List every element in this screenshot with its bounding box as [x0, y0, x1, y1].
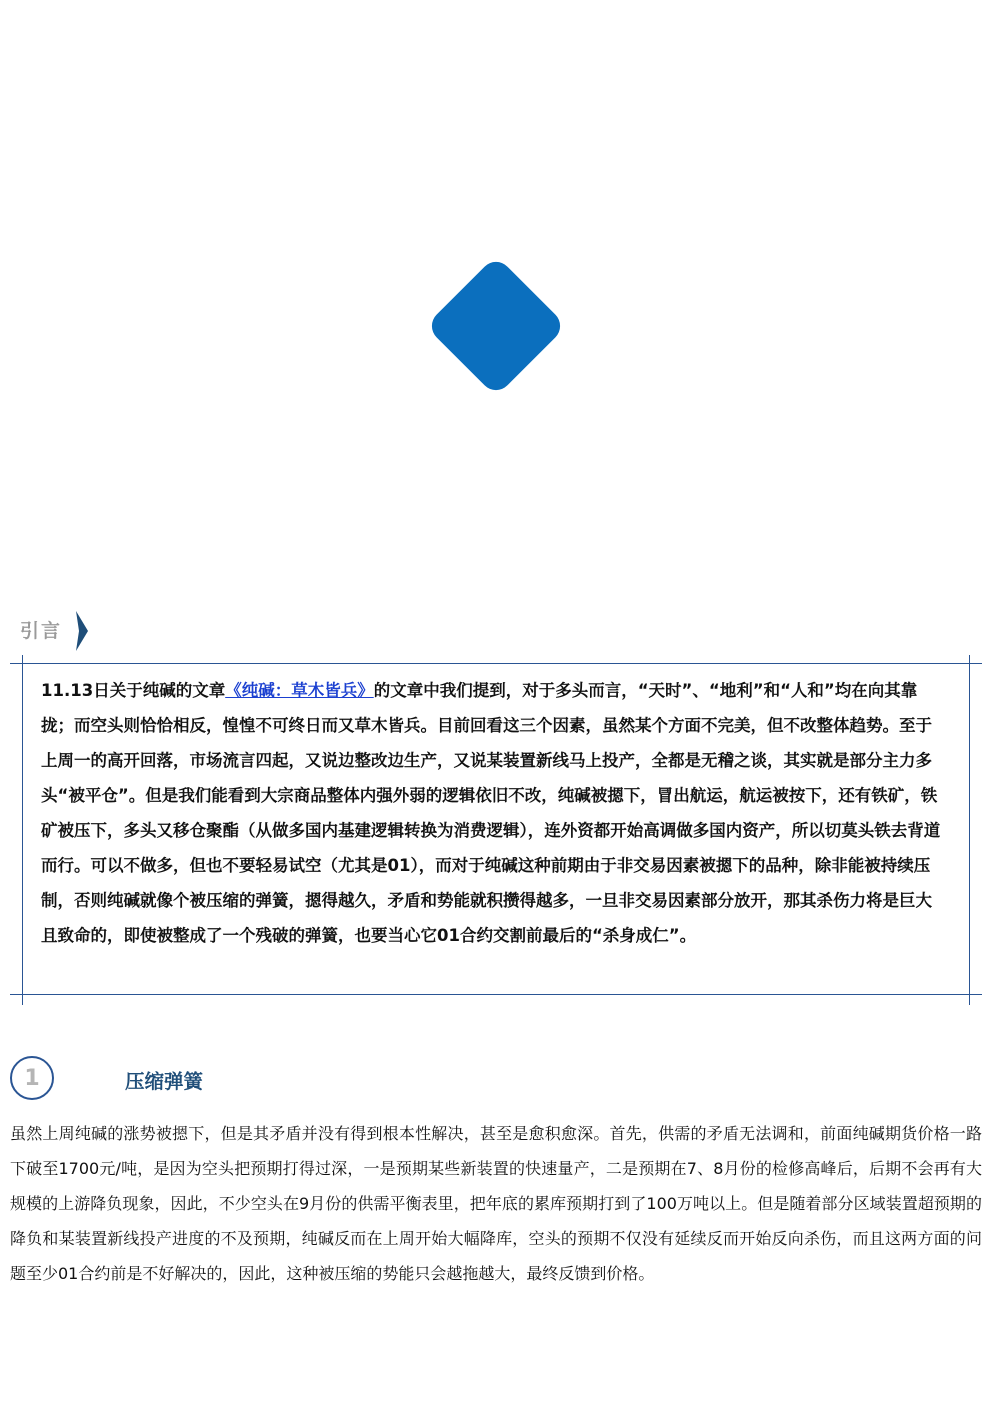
section-number: 1 — [24, 1065, 40, 1091]
intro-text-rest: 的文章中我们提到，对于多头而言，“天时”、“地利”和“人和”均在向其靠拢；而空头则恰恰相反，惶惶不可终日而又草木皆兵。目前回看这三个因素，虽然某个方面不完美，但不改整体趋势。至于上周一的高开回落，市场流言四起，又说边整改边生产，又说某装置新线马上投产，全都是无稽之谈，其实就是部分主力多头“被平仓”。但是我们能看到大宗商品整体内强外弱的逻辑依旧不改，纯碱被摁下，冒出航运，航运被按下，还有铁矿，铁矿被压下，多头又移仓聚酯（从做多国内基建逻辑转换为消费逻辑），连外资都开始高调做多国内资产，所以切莫头铁去背道而行。可以不做多，但也不要轻易试空（尤其是01），而对于纯碱这种前期由于非交易因素被摁下的品种，除非能被持续压制，否则纯碱就像个被压缩的弹簧，摁得越久，矛盾和势能就积攒得越多，一旦非交易因素部分放开，那其杀伤力将是巨大且致命的，即使被整成了一个残破的弹簧，也要当心它01合约交割前最后的“杀身成仁”。 — [41, 681, 941, 945]
article-link[interactable]: 《纯碱：草木皆兵》 — [225, 681, 374, 700]
section-number-badge — [10, 1056, 54, 1100]
corner-mark — [970, 994, 982, 995]
corner-mark — [22, 995, 23, 1005]
intro-paragraph — [41, 673, 946, 953]
intro-label: 引言 — [20, 620, 63, 642]
intro-text-start: 11.13日关于纯碱的文章 — [41, 681, 226, 700]
logo-diamond — [425, 255, 567, 397]
corner-mark — [969, 995, 970, 1005]
section-body: 虽然上周纯碱的涨势被摁下，但是其矛盾并没有得到根本性解决，甚至是愈积愈深。首先，供需的矛盾无法调和，前面纯碱期货价格一路下破至1700元/吨，是因为空头把预期打得过深，一是预期某些新装置的快速量产，二是预期在7、8月份的检修高峰后，后期不会再有大规模的上游降负现象，因此，不少空头在9月份的供需平衡表里，把年底的累库预期打到了100万吨以上。但是随着部分区域装置超预期的降负和某装置新线投产进度的不及预期，纯碱反而在上周开始大幅降库，空头的预期不仅没有延续反而开始反向杀伤，而且这两方面的问题至少01合约前是不好解决的，因此，这种被压缩的势能只会越拖越大，最终反馈到价格。 — [10, 1124, 982, 1283]
diamond-shape — [425, 255, 566, 396]
corner-mark — [22, 655, 23, 663]
corner-mark — [969, 655, 970, 663]
corner-mark — [10, 994, 22, 995]
section-title: 压缩弹簧 — [125, 1070, 204, 1093]
corner-mark — [10, 663, 22, 664]
chevron-right-icon — [76, 611, 88, 651]
corner-mark — [970, 663, 982, 664]
